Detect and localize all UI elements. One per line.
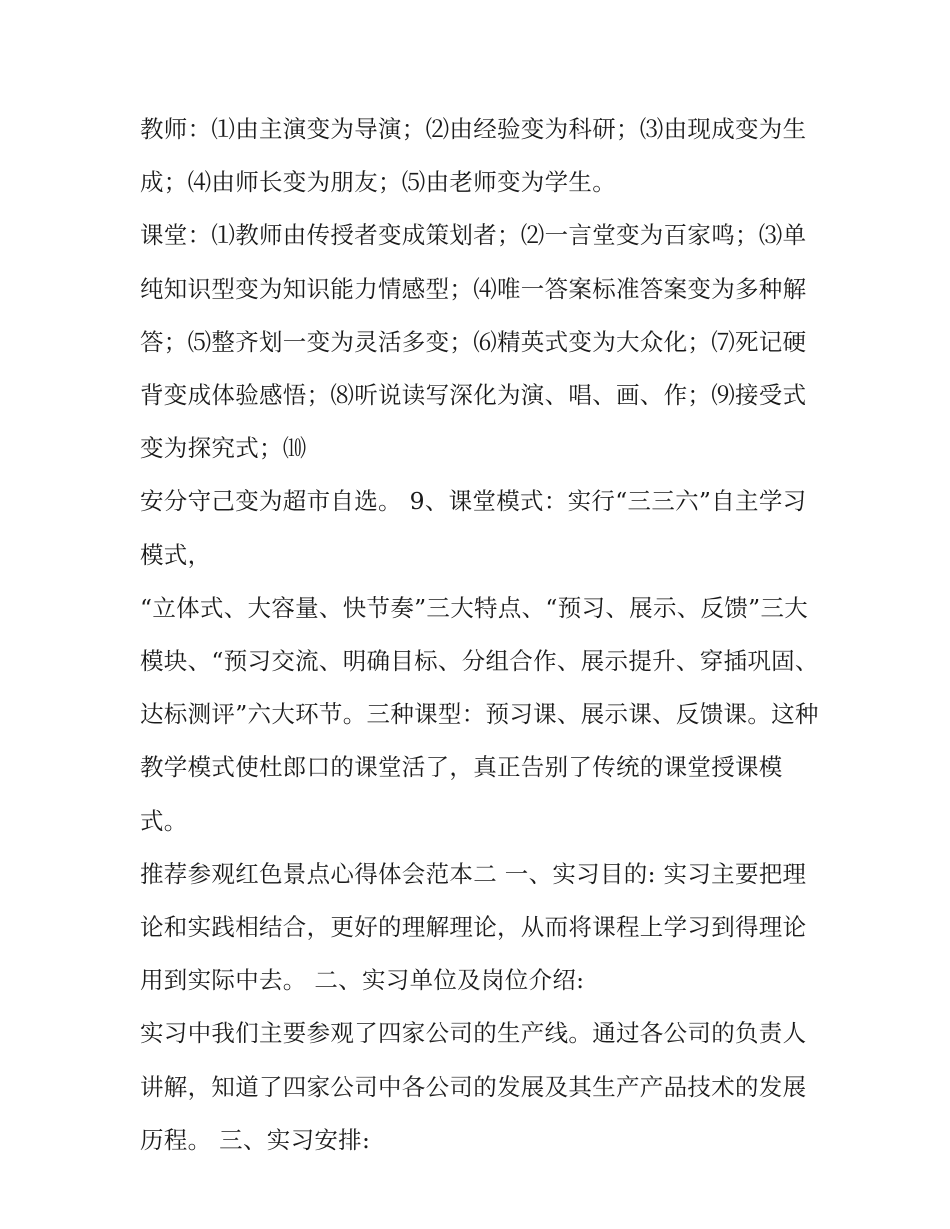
- paragraph-internship-purpose: 推荐参观红色景点心得体会范本二 一、实习目的: 实习主要把理论和实践相结合，更好的理解理论，从而将课程上学习到得理论用到实际中去。 二、实习单位及岗位介绍:: [140, 859, 807, 995]
- document-body: [140, 103, 820, 1167]
- paragraph-classroom-changes: 课堂：⑴教师由传授者变成策划者；⑵一言堂变为百家鸣；⑶单纯知识型变为知识能力情感型；⑷唯一答案标准答案变为多种解答；⑸整齐划一变为灵活多变；⑹精英式变为大众化；⑺死记硬背变成体验感悟；⑻听说读写深化为演、唱、画、作；⑼接受式变为探究式；⑽: [140, 221, 807, 463]
- paragraph-three-features: “立体式、大容量、快节奏”三大特点、“预习、展示、反馈”三大模块、“预习交流、明确目标、分组合作、展示提升、穿插巩固、达标测评”六大环节。三种课型：预习课、展示课、反馈课。这种教学模式使杜郎口的课堂活了，真正告别了传统的课堂授课模式。: [140, 593, 819, 835]
- paragraph-teacher-changes: 教师：⑴由主演变为导演；⑵由经验变为科研；⑶由现成变为生成；⑷由师长变为朋友；⑸由老师变为学生。: [140, 115, 807, 197]
- paragraph-internship-visits: 实习中我们主要参观了四家公司的生产线。通过各公司的负责人讲解，知道了四家公司中各公司的发展及其生产产品技术的发展历程。 三、实习安排:: [140, 1019, 807, 1154]
- paragraph-classroom-mode: 安分守己变为超市自选。 9、课堂模式：实行“三三六”自主学习模式，: [140, 487, 807, 569]
